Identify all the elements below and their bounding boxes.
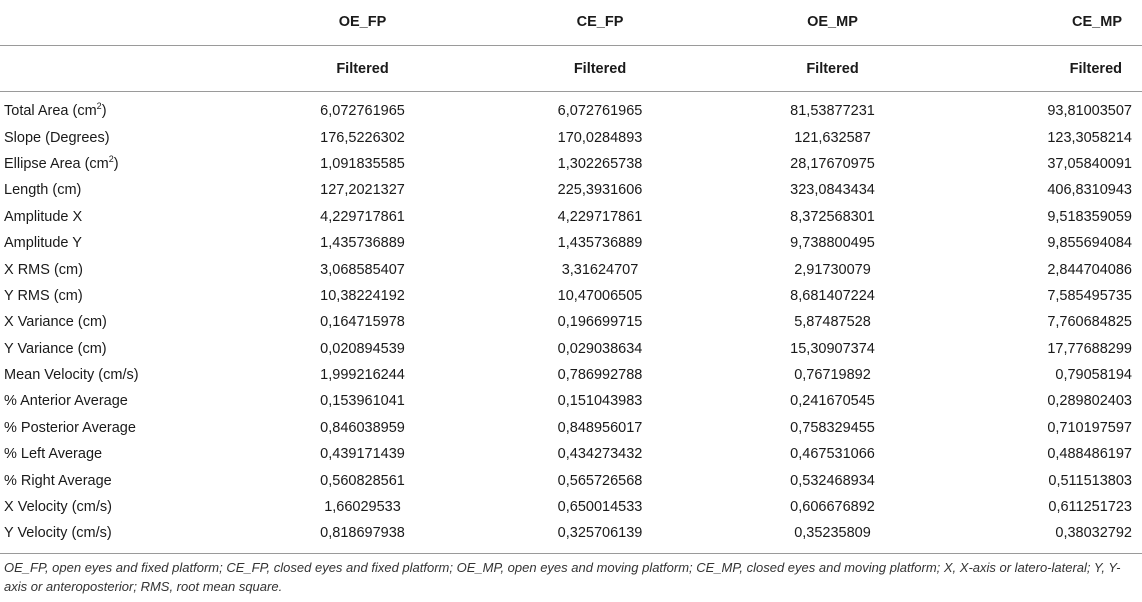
table-row bbox=[0, 415, 1142, 441]
table-cell: 0,560828561 bbox=[320, 472, 405, 489]
row-label bbox=[0, 256, 240, 282]
table-cell: 37,05840091 bbox=[1047, 155, 1132, 172]
table-cell: 0,164715978 bbox=[320, 314, 405, 331]
table-cell: 0,650014533 bbox=[557, 499, 643, 516]
table-cell: 17,77688299 bbox=[1047, 340, 1132, 357]
table-cell: 0,565726568 bbox=[557, 472, 643, 489]
table-row bbox=[0, 177, 1142, 203]
row-label bbox=[0, 151, 240, 177]
table-cell: 10,47006505 bbox=[557, 287, 643, 304]
table-cell: 15,30907374 bbox=[790, 340, 875, 357]
table-cell: 9,738800495 bbox=[790, 235, 875, 252]
table-cell: 0,846038959 bbox=[320, 419, 405, 436]
table-row bbox=[0, 230, 1142, 256]
table-cell: 2,844704086 bbox=[1047, 261, 1132, 278]
table-cell: 6,072761965 bbox=[320, 103, 405, 120]
table-cell: 0,467531066 bbox=[790, 446, 875, 463]
row-label-text: Amplitude X bbox=[4, 208, 83, 225]
table-cell: 0,79058194 bbox=[1055, 367, 1132, 384]
table-cell: 0,439171439 bbox=[320, 446, 405, 463]
table-cell: 323,0843434 bbox=[790, 182, 875, 199]
row-label-text: Total Area (cm bbox=[4, 103, 97, 120]
table-row bbox=[0, 124, 1142, 150]
table-cell: 1,435736889 bbox=[320, 235, 405, 252]
table-row bbox=[0, 494, 1142, 520]
table-row bbox=[0, 283, 1142, 309]
row-label bbox=[0, 204, 240, 230]
row-label bbox=[0, 520, 240, 552]
table-cell: 0,76719892 bbox=[794, 367, 871, 384]
table-cell: 0,488486197 bbox=[1047, 446, 1132, 463]
table-cell: 0,196699715 bbox=[557, 314, 643, 331]
row-label bbox=[0, 309, 240, 335]
table-cell: 10,38224192 bbox=[320, 287, 405, 304]
table-cell: 0,818697938 bbox=[320, 525, 405, 542]
table-cell: 5,87487528 bbox=[794, 314, 871, 331]
table-cell: 1,302265738 bbox=[557, 155, 643, 172]
table-cell: 176,5226302 bbox=[320, 129, 405, 146]
header-cell-ce-mp: CE_MP bbox=[950, 0, 1142, 46]
table-row bbox=[0, 467, 1142, 493]
table-cell: 0,511513803 bbox=[1048, 472, 1132, 489]
row-label-text: Y Variance (cm) bbox=[4, 340, 107, 357]
row-label-text: % Posterior Average bbox=[4, 419, 136, 436]
table-cell: 9,518359059 bbox=[1047, 208, 1132, 225]
table-cell: 0,35235809 bbox=[794, 525, 871, 542]
subheader-cell-oe-fp: Filtered bbox=[240, 46, 485, 92]
table-cell: 0,325706139 bbox=[557, 525, 643, 542]
table-cell: 9,855694084 bbox=[1047, 235, 1132, 252]
table-cell: 7,585495735 bbox=[1047, 287, 1132, 304]
column-header-row bbox=[0, 0, 1142, 46]
row-label-text: Ellipse Area (cm bbox=[4, 155, 109, 172]
table-cell: 406,8310943 bbox=[1047, 182, 1132, 199]
header-cell-oe-fp: OE_FP bbox=[240, 0, 485, 46]
row-label-text: Slope (Degrees) bbox=[4, 129, 110, 146]
table-cell: 0,606676892 bbox=[790, 499, 875, 516]
table-row bbox=[0, 151, 1142, 177]
row-label bbox=[0, 283, 240, 309]
table-footnote: OE_FP, open eyes and fixed platform; CE_FP, closed eyes and fixed platform; OE_MP, open eyes and moving platform; CE_MP, closed eyes and moving platform; X, X-axis or latero-lateral; Y, Y-axis or anteroposterior; RMS, root mean square. bbox=[4, 559, 1121, 594]
table-cell: 1,091835585 bbox=[320, 155, 405, 172]
subheader-cell-empty bbox=[0, 46, 240, 92]
table-cell: 0,532468934 bbox=[790, 472, 875, 489]
table-cell: 0,38032792 bbox=[1055, 525, 1132, 542]
table-body bbox=[0, 92, 1142, 553]
row-label-text: Y Velocity (cm/s) bbox=[4, 525, 112, 542]
table-cell: 0,611251723 bbox=[1048, 499, 1132, 516]
table-cell: 4,229717861 bbox=[320, 208, 405, 225]
table-cell: 170,0284893 bbox=[557, 129, 643, 146]
table-cell: 127,2021327 bbox=[320, 182, 405, 199]
table-cell: 121,632587 bbox=[794, 129, 871, 146]
row-label bbox=[0, 177, 240, 203]
table-cell: 1,435736889 bbox=[557, 235, 643, 252]
row-label-text: Mean Velocity (cm/s) bbox=[4, 367, 139, 384]
subheader-cell-oe-mp: Filtered bbox=[715, 46, 950, 92]
table-cell: 3,068585407 bbox=[320, 261, 405, 278]
table-cell: 7,760684825 bbox=[1047, 314, 1132, 331]
row-label-superscript: 2 bbox=[108, 154, 114, 165]
table-cell: 8,372568301 bbox=[790, 208, 875, 225]
table-cell: 0,848956017 bbox=[557, 419, 643, 436]
header-cell-oe-mp: OE_MP bbox=[715, 0, 950, 46]
table-row bbox=[0, 256, 1142, 282]
table-row bbox=[0, 336, 1142, 362]
table-cell: 0,786992788 bbox=[557, 367, 643, 384]
table-cell: 2,91730079 bbox=[794, 261, 871, 278]
row-label bbox=[0, 441, 240, 467]
table-cell: 225,3931606 bbox=[557, 182, 643, 199]
table-cell: 0,151043983 bbox=[557, 393, 643, 410]
table-row bbox=[0, 204, 1142, 230]
table-cell: 0,153961041 bbox=[320, 393, 405, 410]
table-cell: 0,289802403 bbox=[1047, 393, 1132, 410]
table-row bbox=[0, 309, 1142, 335]
table-cell: 6,072761965 bbox=[557, 103, 643, 120]
row-label-text: X RMS (cm) bbox=[4, 261, 83, 278]
table-cell: 0,029038634 bbox=[557, 340, 643, 357]
header-cell-empty bbox=[0, 0, 240, 46]
row-label bbox=[0, 494, 240, 520]
row-label-text: Y RMS (cm) bbox=[4, 287, 83, 304]
table-cell: 1,999216244 bbox=[320, 367, 405, 384]
row-label-text: Amplitude Y bbox=[4, 235, 82, 252]
subheader-cell-ce-mp: Filtered bbox=[950, 46, 1142, 92]
row-label bbox=[0, 388, 240, 414]
row-label bbox=[0, 336, 240, 362]
table-cell: 81,53877231 bbox=[790, 103, 875, 120]
row-label bbox=[0, 230, 240, 256]
row-label bbox=[0, 415, 240, 441]
subheader-row bbox=[0, 46, 1142, 92]
table-row bbox=[0, 520, 1142, 552]
row-label-text: Length (cm) bbox=[4, 182, 82, 199]
row-label-text: % Left Average bbox=[4, 446, 103, 463]
row-label-text: X Velocity (cm/s) bbox=[4, 499, 112, 516]
row-label bbox=[0, 124, 240, 150]
table-cell: 123,3058214 bbox=[1047, 129, 1132, 146]
table-cell: 0,758329455 bbox=[790, 419, 875, 436]
subheader-cell-ce-fp: Filtered bbox=[485, 46, 715, 92]
table-cell: 0,020894539 bbox=[320, 340, 405, 357]
table-header bbox=[0, 0, 1142, 92]
row-label-text: % Anterior Average bbox=[4, 393, 128, 410]
table-row bbox=[0, 441, 1142, 467]
table-cell: 93,81003507 bbox=[1047, 103, 1132, 120]
row-label-suffix: ) bbox=[101, 103, 107, 120]
table-cell: 3,31624707 bbox=[561, 261, 639, 278]
row-label-suffix: ) bbox=[113, 155, 119, 172]
table-cell: 0,710197597 bbox=[1047, 419, 1132, 436]
row-label bbox=[0, 362, 240, 388]
table-cell: 0,241670545 bbox=[790, 393, 875, 410]
table-row bbox=[0, 92, 1142, 125]
row-label-text: X Variance (cm) bbox=[4, 314, 107, 331]
row-label-superscript: 2 bbox=[96, 101, 102, 112]
table-cell: 0,434273432 bbox=[557, 446, 643, 463]
table-cell: 1,66029533 bbox=[324, 499, 401, 516]
table-row bbox=[0, 388, 1142, 414]
row-label-text: % Right Average bbox=[4, 472, 112, 489]
header-cell-ce-fp: CE_FP bbox=[485, 0, 715, 46]
table-row bbox=[0, 362, 1142, 388]
row-label bbox=[0, 467, 240, 493]
table-cell: 28,17670975 bbox=[790, 155, 875, 172]
table-cell: 4,229717861 bbox=[557, 208, 643, 225]
row-label bbox=[0, 92, 240, 125]
table-cell: 8,681407224 bbox=[790, 287, 875, 304]
